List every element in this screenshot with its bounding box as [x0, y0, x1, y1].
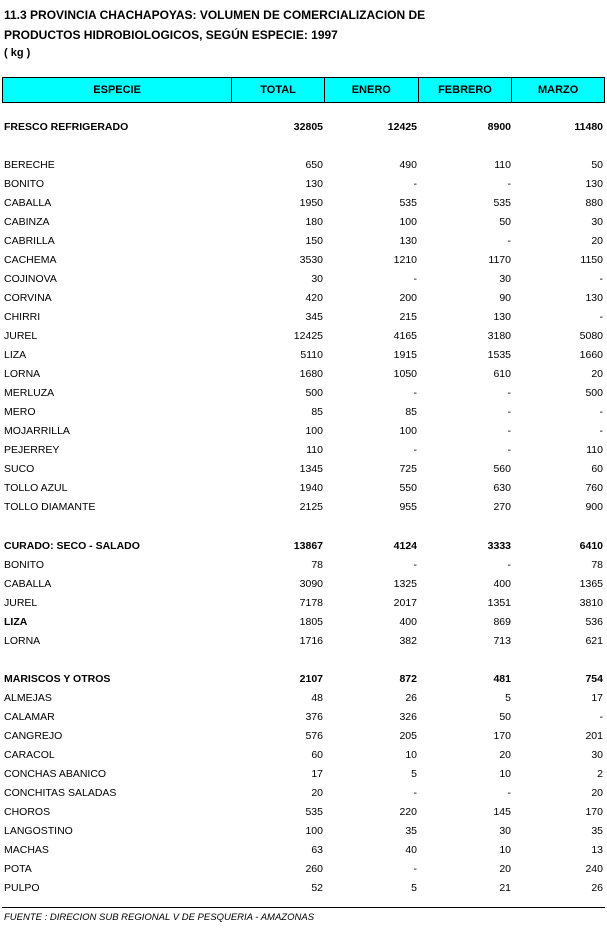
febrero-value: 400: [493, 578, 511, 590]
category-row: [4, 537, 603, 556]
total-value: 1680: [299, 368, 323, 380]
species-name: LORNA: [4, 635, 41, 647]
table-row: [4, 194, 603, 213]
marzo-value: 35: [591, 825, 603, 837]
febrero-value: 1535: [487, 349, 511, 361]
total-value: 3090: [299, 578, 323, 590]
marzo-value: 30: [591, 216, 603, 228]
species-name: MACHAS: [4, 844, 49, 856]
febrero-value: -: [507, 425, 511, 437]
species-name: MERLUZA: [4, 387, 55, 399]
total-value: 1345: [299, 463, 323, 475]
enero-value: 4124: [393, 540, 417, 552]
header-febrero: FEBRERO: [419, 78, 513, 102]
febrero-value: 713: [493, 635, 511, 647]
febrero-value: 30: [499, 273, 511, 285]
table-row: [4, 784, 603, 803]
species-name: TOLLO DIAMANTE: [4, 501, 96, 513]
enero-value: 400: [399, 616, 417, 628]
marzo-value: 3810: [579, 597, 603, 609]
total-value: 3530: [299, 254, 323, 266]
enero-value: 1325: [393, 578, 417, 590]
table-row: [4, 156, 603, 175]
header-enero: ENERO: [325, 78, 419, 102]
marzo-value: 11480: [574, 121, 603, 133]
species-name: JUREL: [4, 330, 38, 342]
enero-value: 725: [399, 463, 417, 475]
table-row: [4, 327, 603, 346]
table-row: [4, 727, 603, 746]
marzo-value: -: [599, 273, 603, 285]
enero-value: 215: [399, 311, 417, 323]
species-name: LORNA: [4, 368, 41, 380]
table-row: [4, 384, 603, 403]
enero-value: 10: [405, 749, 417, 761]
marzo-value: 240: [585, 863, 603, 875]
enero-value: 130: [399, 235, 417, 247]
marzo-value: -: [599, 425, 603, 437]
febrero-value: 10: [499, 844, 511, 856]
species-name: PEJERREY: [4, 444, 60, 456]
febrero-value: 481: [493, 673, 511, 685]
total-value: 420: [305, 292, 323, 304]
total-value: 345: [305, 311, 323, 323]
species-name: CABINZA: [4, 216, 50, 228]
marzo-value: 50: [591, 159, 603, 171]
marzo-value: 1365: [579, 578, 603, 590]
total-value: 7178: [299, 597, 323, 609]
marzo-value: 536: [585, 616, 603, 628]
marzo-value: 760: [585, 482, 603, 494]
table-row: [4, 232, 603, 251]
marzo-value: 2: [597, 768, 603, 780]
table-row: [4, 270, 603, 289]
febrero-value: 5: [505, 692, 511, 704]
febrero-value: -: [507, 444, 511, 456]
febrero-value: 535: [493, 197, 511, 209]
enero-value: -: [413, 559, 417, 571]
species-name: MARISCOS Y OTROS: [4, 673, 111, 685]
species-name: LANGOSTINO: [4, 825, 73, 837]
total-value: 1940: [299, 482, 323, 494]
total-value: 1805: [299, 616, 323, 628]
total-value: 85: [311, 406, 323, 418]
enero-value: 1050: [393, 368, 417, 380]
febrero-value: 110: [494, 159, 511, 171]
species-name: MOJARRILLA: [4, 425, 70, 437]
total-value: 13867: [293, 540, 323, 552]
febrero-value: 3333: [487, 540, 511, 552]
enero-value: 550: [399, 482, 417, 494]
table-row: [4, 441, 603, 460]
species-name: BONITO: [4, 178, 45, 190]
total-value: 48: [311, 692, 323, 704]
enero-value: 490: [399, 159, 417, 171]
category-row: [4, 670, 603, 689]
species-name: FRESCO REFRIGERADO: [4, 121, 129, 133]
enero-value: -: [413, 273, 417, 285]
table-row: [4, 613, 603, 632]
enero-value: 872: [399, 673, 417, 685]
marzo-value: 78: [591, 559, 603, 571]
marzo-value: -: [599, 311, 603, 323]
table-row: [4, 594, 603, 613]
table-row: [4, 175, 603, 194]
enero-value: -: [413, 787, 417, 799]
febrero-value: -: [507, 406, 511, 418]
species-name: CALAMAR: [4, 711, 55, 723]
species-name: PULPO: [4, 882, 40, 894]
marzo-value: -: [599, 406, 603, 418]
febrero-value: 145: [493, 806, 511, 818]
table-row: [4, 479, 603, 498]
species-name: JUREL: [4, 597, 38, 609]
table-row: [4, 308, 603, 327]
enero-value: 535: [399, 197, 417, 209]
total-value: 2107: [299, 673, 323, 685]
header-total: TOTAL: [232, 78, 325, 102]
total-value: 576: [305, 730, 323, 742]
species-name: SUCO: [4, 463, 35, 475]
total-value: 100: [305, 825, 323, 837]
marzo-value: 1660: [579, 349, 603, 361]
enero-value: 35: [405, 825, 417, 837]
marzo-value: 20: [591, 787, 603, 799]
febrero-value: 20: [499, 863, 511, 875]
enero-value: 382: [399, 635, 417, 647]
total-value: 260: [305, 863, 323, 875]
species-name: CABRILLA: [4, 235, 55, 247]
table-row: [4, 365, 603, 384]
enero-value: 205: [399, 730, 417, 742]
table-row: [4, 289, 603, 308]
marzo-value: 20: [591, 368, 603, 380]
enero-value: -: [413, 444, 417, 456]
table-row: [4, 708, 603, 727]
table-row: [4, 746, 603, 765]
species-name: BONITO: [4, 559, 45, 571]
febrero-value: -: [507, 235, 511, 247]
marzo-value: 130: [585, 292, 603, 304]
table-row: [4, 803, 603, 822]
species-name: LIZA: [4, 616, 28, 628]
total-value: 1716: [299, 635, 323, 647]
species-name: LIZA: [4, 349, 27, 361]
febrero-value: 50: [499, 216, 511, 228]
marzo-value: 201: [585, 730, 603, 742]
enero-value: 2017: [393, 597, 417, 609]
marzo-value: 900: [585, 501, 603, 513]
febrero-value: 10: [499, 768, 511, 780]
table-row: [4, 403, 603, 422]
febrero-value: -: [507, 787, 511, 799]
enero-value: 1915: [393, 349, 417, 361]
enero-value: 12425: [387, 121, 417, 133]
species-name: CORVINA: [4, 292, 52, 304]
category-row: [4, 118, 603, 137]
table-title: [4, 5, 425, 61]
total-value: 110: [306, 444, 323, 456]
total-value: 12425: [293, 330, 323, 342]
total-value: 100: [305, 425, 323, 437]
febrero-value: 1170: [488, 254, 511, 266]
species-name: ALMEJAS: [4, 692, 52, 704]
species-name: CACHEMA: [4, 254, 57, 266]
enero-value: 1210: [393, 254, 417, 266]
enero-value: 5: [411, 882, 417, 894]
febrero-value: -: [507, 387, 511, 399]
species-name: CABALLA: [4, 197, 52, 209]
total-value: 63: [311, 844, 323, 856]
total-value: 535: [305, 806, 323, 818]
total-value: 60: [311, 749, 323, 761]
species-name: POTA: [4, 863, 32, 875]
total-value: 180: [305, 216, 323, 228]
total-value: 500: [305, 387, 323, 399]
table-row: [4, 460, 603, 479]
marzo-value: 17: [591, 692, 603, 704]
febrero-value: 610: [493, 368, 511, 380]
species-name: CONCHITAS SALADAS: [4, 787, 117, 799]
total-value: 30: [311, 273, 323, 285]
marzo-value: -: [599, 711, 603, 723]
total-value: 130: [305, 178, 323, 190]
febrero-value: -: [507, 559, 511, 571]
enero-value: 26: [405, 692, 417, 704]
enero-value: 5: [411, 768, 417, 780]
marzo-value: 880: [585, 197, 603, 209]
enero-value: 955: [399, 501, 417, 513]
total-value: 20: [311, 787, 323, 799]
species-name: CHIRRI: [4, 311, 41, 323]
enero-value: 220: [399, 806, 417, 818]
febrero-value: 20: [499, 749, 511, 761]
febrero-value: 130: [493, 311, 511, 323]
total-value: 78: [311, 559, 323, 571]
febrero-value: 560: [493, 463, 511, 475]
febrero-value: 630: [493, 482, 511, 494]
table-row: [4, 556, 603, 575]
species-name: CONCHAS ABANICO: [4, 768, 107, 780]
total-value: 52: [311, 882, 323, 894]
table-row: [4, 498, 603, 517]
febrero-value: 21: [499, 882, 511, 894]
febrero-value: 270: [493, 501, 511, 513]
total-value: 2125: [299, 501, 323, 513]
table-row: [4, 422, 603, 441]
enero-value: -: [413, 178, 417, 190]
febrero-value: 50: [499, 711, 511, 723]
total-value: 5110: [300, 349, 323, 361]
febrero-value: 90: [499, 292, 511, 304]
table-row: [4, 689, 603, 708]
species-name: CHOROS: [4, 806, 51, 818]
total-value: 150: [305, 235, 323, 247]
enero-value: 85: [405, 406, 417, 418]
enero-value: 4165: [393, 330, 417, 342]
table-row: [4, 251, 603, 270]
table-row: [4, 575, 603, 594]
footer-rule: [2, 907, 605, 908]
marzo-value: 20: [591, 235, 603, 247]
febrero-value: 3180: [487, 330, 511, 342]
total-value: 17: [311, 768, 323, 780]
table-row: [4, 346, 603, 365]
marzo-value: 13: [591, 844, 603, 856]
species-name: BERECHE: [4, 159, 55, 171]
marzo-value: 621: [585, 635, 603, 647]
febrero-value: 1351: [487, 597, 511, 609]
species-name: CARACOL: [4, 749, 55, 761]
table-row: [4, 213, 603, 232]
header-especie: ESPECIE: [3, 78, 232, 102]
table-row: [4, 632, 603, 651]
marzo-value: 6410: [579, 540, 603, 552]
febrero-value: -: [507, 178, 511, 190]
marzo-value: 60: [591, 463, 603, 475]
source-note: FUENTE : DIRECION SUB REGIONAL V DE PESQUERIA - AMAZONAS: [4, 912, 315, 923]
enero-value: -: [413, 863, 417, 875]
unit-label: ( kg ): [4, 47, 31, 59]
marzo-value: 26: [591, 882, 603, 894]
enero-value: 200: [399, 292, 417, 304]
header-marzo: MARZO: [537, 84, 579, 96]
enero-value: 100: [399, 216, 417, 228]
marzo-value: 130: [585, 178, 603, 190]
febrero-value: 30: [499, 825, 511, 837]
table-row: [4, 860, 603, 879]
enero-value: 40: [405, 844, 417, 856]
species-name: TOLLO AZUL: [4, 482, 68, 494]
enero-value: 100: [399, 425, 417, 437]
marzo-value: 5080: [579, 330, 603, 342]
marzo-value: 110: [586, 444, 603, 456]
table-header: [2, 77, 605, 103]
table-row: [4, 841, 603, 860]
total-value: 650: [305, 159, 323, 171]
title-line-1: 11.3 PROVINCIA CHACHAPOYAS: VOLUMEN DE COMERCIALIZACION DE: [4, 8, 426, 22]
species-name: CURADO: SECO - SALADO: [4, 540, 140, 552]
table-row: [4, 822, 603, 841]
title-line-2: PRODUCTOS HIDROBIOLOGICOS, SEGÚN ESPECIE: 1997: [4, 28, 338, 42]
total-value: 32805: [293, 121, 323, 133]
marzo-value: 30: [591, 749, 603, 761]
species-name: CABALLA: [4, 578, 52, 590]
febrero-value: 170: [493, 730, 511, 742]
enero-value: -: [413, 387, 417, 399]
species-name: COJINOVA: [4, 273, 57, 285]
table-row: [4, 879, 603, 898]
table-row: [4, 765, 603, 784]
total-value: 376: [305, 711, 323, 723]
marzo-value: 500: [585, 387, 603, 399]
enero-value: 326: [399, 711, 417, 723]
febrero-value: 869: [493, 616, 511, 628]
species-name: CANGREJO: [4, 730, 63, 742]
marzo-value: 170: [585, 806, 603, 818]
total-value: 1950: [299, 197, 323, 209]
species-name: MERO: [4, 406, 36, 418]
febrero-value: 8900: [487, 121, 511, 133]
marzo-value: 754: [585, 673, 603, 685]
marzo-value: 1150: [580, 254, 603, 266]
